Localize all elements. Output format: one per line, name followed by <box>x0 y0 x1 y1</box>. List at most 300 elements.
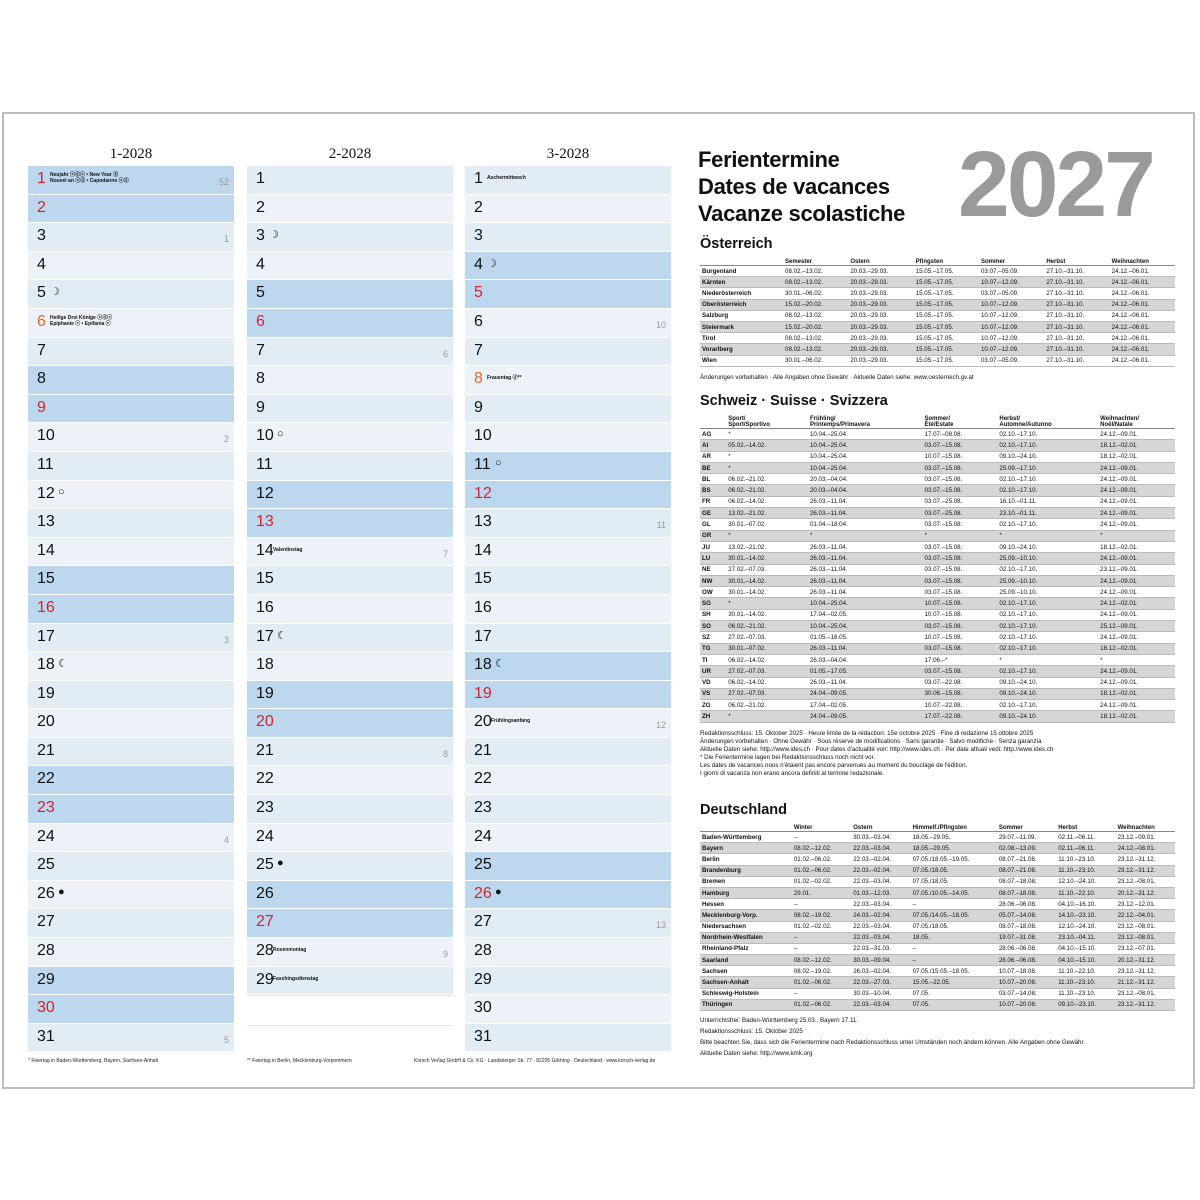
region-cell: NE <box>700 564 726 575</box>
calendar-day <box>28 566 234 595</box>
date-cell: 04.10.–15.10. <box>1056 955 1115 966</box>
date-cell: 02.10.–17.10. <box>997 643 1098 654</box>
date-cell: 30.01.–14.02. <box>726 553 808 564</box>
date-cell: 21.12.–31.12. <box>1116 977 1175 988</box>
calendar-day <box>28 166 234 195</box>
date-cell: 15.05.–17.05. <box>914 266 979 277</box>
day-number: 9 <box>474 398 483 416</box>
column-header: Weihnachten <box>1116 825 1175 832</box>
month-title: 3-2028 <box>546 146 590 162</box>
week-number: 8 <box>442 748 448 759</box>
date-cell: 19.07.–31.08. <box>997 932 1056 943</box>
date-cell: 22.03.–03.04. <box>851 932 910 943</box>
title-line-it: Vacanze scolastiche <box>698 201 906 226</box>
date-cell: 15.02.–20.02. <box>783 299 848 310</box>
date-cell: 24.12.–09.01. <box>1098 508 1175 519</box>
date-cell: 23.12.–07.01. <box>1116 943 1175 954</box>
date-cell: 24.12.–09.01. <box>1098 575 1175 586</box>
date-cell: 02.10.–17.10. <box>997 598 1098 609</box>
date-cell: 26.03.–11.04. <box>808 564 923 575</box>
day-number: 10 <box>37 427 55 445</box>
date-cell: 23.10.–04.11. <box>1056 932 1115 943</box>
day-number: 22 <box>256 770 274 788</box>
day-number: 26 <box>37 884 55 902</box>
date-cell: 10.04.–25.04. <box>808 462 923 473</box>
date-cell: 24.12.–09.01. <box>1098 519 1175 530</box>
day-number: 8 <box>256 370 265 388</box>
date-cell: 10.07.–12.09. <box>979 310 1044 321</box>
table-row <box>700 711 1175 722</box>
date-cell: 03.07.–25.08. <box>923 496 998 507</box>
date-cell: 06.02.–14.02. <box>726 654 808 665</box>
calendar-day <box>465 252 671 281</box>
date-cell: 04.10.–16.10. <box>1056 899 1115 910</box>
table-row <box>700 266 1175 277</box>
date-cell: 01.02.–06.02. <box>792 977 851 988</box>
date-cell: 27.10.–31.10. <box>1044 333 1109 344</box>
date-cell: * <box>726 451 808 462</box>
date-cell: 18.12.–02.01. <box>1098 711 1175 722</box>
calendar-day <box>247 909 453 938</box>
date-cell: 18.12.–02.01. <box>1098 541 1175 552</box>
date-cell: 27.10.–31.10. <box>1044 266 1109 277</box>
date-cell: 10.07.–15.08. <box>923 598 998 609</box>
date-cell: 18.12.–02.01. <box>1098 643 1175 654</box>
table-row <box>700 966 1175 977</box>
date-cell: 18.12.–02.01. <box>1098 688 1175 699</box>
calendar-day <box>465 1024 671 1053</box>
date-cell: 25.09.–10.10. <box>997 587 1098 598</box>
note-line: Aktuelle Daten siehe: http://www.ides.ch · Pour dates d'actualité voir: http://www.ides.ch · Per date attuali vedi: http://www.ides.ch <box>700 746 1054 753</box>
date-cell: 30.01.–14.02. <box>726 587 808 598</box>
date-cell: 07.05. <box>911 999 997 1010</box>
day-number: 22 <box>474 770 492 788</box>
moon-phase-icon: ☽ <box>50 286 60 299</box>
region-cell: Oberösterreich <box>700 299 783 310</box>
date-cell: 14.10.–23.10. <box>1056 910 1115 921</box>
calendar-day <box>247 452 453 481</box>
column-header: Pfingsten <box>914 259 979 266</box>
day-number: 24 <box>256 827 274 845</box>
table-row <box>700 553 1175 564</box>
region-cell: Tirol <box>700 333 783 344</box>
date-cell: * <box>997 654 1098 665</box>
date-cell: 07.05./18.05.–19.05. <box>911 854 997 865</box>
region-cell: TI <box>700 654 726 665</box>
date-cell: 24.12.–09.01. <box>1098 462 1175 473</box>
date-cell: 24.12.–09.01. <box>1098 632 1175 643</box>
region-cell: BS <box>700 485 726 496</box>
date-cell: 01.05.–16.05. <box>808 632 923 643</box>
date-cell: 08.07.–21.08. <box>997 854 1056 865</box>
calendar-day <box>247 824 453 853</box>
date-cell: 11.10.–23.10. <box>1056 854 1115 865</box>
calendar-day <box>247 595 453 624</box>
week-number: 9 <box>442 949 448 960</box>
calendar-day <box>247 795 453 824</box>
moon-phase-icon: ☽ <box>487 257 497 270</box>
calendar-day <box>28 395 234 424</box>
date-cell: 03.07.–25.08. <box>923 508 998 519</box>
region-cell: SG <box>700 598 726 609</box>
day-number: 29 <box>256 970 274 988</box>
date-cell: 03.07.–22.08. <box>923 677 998 688</box>
date-cell: 01.04.–18.04. <box>808 519 923 530</box>
day-number: 16 <box>474 598 492 616</box>
date-cell: 27.02.–07.03. <box>726 632 808 643</box>
week-number: 4 <box>223 834 229 845</box>
day-number: 16 <box>37 598 55 616</box>
column-header: Sport/ Sport/Sportivo <box>726 416 808 429</box>
date-cell: 04.10.–15.10. <box>1056 943 1115 954</box>
moon-phase-icon: ☾ <box>495 658 505 671</box>
date-cell: 08.02.–13.02. <box>783 344 848 355</box>
calendar-day <box>247 881 453 910</box>
date-cell: 15.05.–17.05. <box>914 321 979 332</box>
holiday-note: Heilige Drei Könige ⓢⓓⓒ Epiphanie ⓒ • Epifania ⓒ <box>50 314 113 327</box>
calendar-day <box>465 624 671 653</box>
date-cell: 24.12.–09.01. <box>1098 474 1175 485</box>
table-row <box>700 632 1175 643</box>
date-cell: 22.12.–04.01. <box>1116 910 1175 921</box>
calendar-day <box>465 423 671 452</box>
calendar-day <box>28 252 234 281</box>
date-cell: 24.12.–09.01. <box>1098 587 1175 598</box>
table-row <box>700 700 1175 711</box>
region-cell: BE <box>700 462 726 473</box>
region-cell: GL <box>700 519 726 530</box>
date-cell: 16.10.–01.11. <box>997 496 1098 507</box>
date-cell: 03.07.–15.08. <box>923 440 998 451</box>
moon-phase-icon: ● <box>58 885 65 898</box>
day-number: 22 <box>37 770 55 788</box>
day-number: 1 <box>37 170 46 187</box>
day-number: 29 <box>474 970 492 988</box>
calendar-day <box>247 995 453 1025</box>
region-cell: Bremen <box>700 876 792 887</box>
day-number: 4 <box>474 255 483 273</box>
calendar-day <box>28 509 234 538</box>
calendar-day <box>28 938 234 967</box>
note-line: Unterrichtsfrei: Baden-Württemberg 25.03., Bayern 17.11. <box>700 1017 859 1024</box>
holiday-title <box>698 146 905 227</box>
day-number: 12 <box>256 484 274 502</box>
calendar-day <box>465 366 671 395</box>
region-cell: Sachsen-Anhalt <box>700 977 792 988</box>
region-cell: Hessen <box>700 899 792 910</box>
date-cell: 30.03.–10.04. <box>851 988 910 999</box>
region-cell: SZ <box>700 632 726 643</box>
region-cell: Saarland <box>700 955 792 966</box>
day-number: 29 <box>37 970 55 988</box>
day-number: 4 <box>37 255 46 273</box>
calendar-day <box>465 738 671 767</box>
date-cell: 09.10.–24.10. <box>997 688 1098 699</box>
calendar-day <box>28 824 234 853</box>
day-number: 25 <box>474 856 492 874</box>
date-cell: 26.03.–11.04. <box>808 508 923 519</box>
date-cell: 10.07.–15.08. <box>923 632 998 643</box>
date-cell: 10.04.–25.04. <box>808 598 923 609</box>
table-row <box>700 575 1175 586</box>
date-cell: 07.05./14.05.–18.05. <box>911 910 997 921</box>
day-number: 26 <box>474 884 492 902</box>
day-number: 6 <box>37 312 46 330</box>
month-days <box>247 166 453 1054</box>
table-row <box>700 429 1175 440</box>
date-cell: 24.04.–09.05. <box>808 711 923 722</box>
date-cell: 01.02.–02.02. <box>792 876 851 887</box>
day-number: 15 <box>474 570 492 588</box>
day-number: 20 <box>37 713 55 731</box>
note-line: * Die Ferientermine lagen bei Redaktionsschluss noch nicht vor. <box>700 754 876 761</box>
date-cell: 03.07.–15.08. <box>923 474 998 485</box>
date-cell: 11.10.–22.10. <box>1056 887 1115 898</box>
date-cell: * <box>808 530 923 541</box>
day-number: 7 <box>256 341 265 359</box>
day-number: 12 <box>37 484 55 502</box>
column-header <box>700 416 726 429</box>
date-cell: 24.12.–06.01. <box>1110 266 1175 277</box>
calendar-day <box>465 852 671 881</box>
table-row <box>700 333 1175 344</box>
austria-holiday-table <box>700 259 1175 367</box>
date-cell: 07.05./18.05. <box>911 921 997 932</box>
date-cell: 15.05.–17.05. <box>914 299 979 310</box>
calendar-day <box>28 423 234 452</box>
table-row <box>700 843 1175 854</box>
calendar-day <box>28 909 234 938</box>
region-cell: TG <box>700 643 726 654</box>
date-cell: 01.02.–06.02. <box>792 865 851 876</box>
date-cell: 08.02.–13.02. <box>783 277 848 288</box>
date-cell: 15.05.–17.05. <box>914 355 979 366</box>
date-cell: 30.01.–06.02. <box>783 288 848 299</box>
date-cell: 03.07.–15.08. <box>923 519 998 530</box>
date-cell: 09.10.–24.10. <box>997 711 1098 722</box>
date-cell: 24.12.–09.01. <box>1098 553 1175 564</box>
date-cell: 30.01.–07.02. <box>726 519 808 530</box>
region-cell: Baden-Württemberg <box>700 832 792 843</box>
date-cell: 15.05.–22.05. <box>911 977 997 988</box>
day-number: 14 <box>256 541 274 559</box>
date-cell: 15.05.–17.05. <box>914 288 979 299</box>
table-row <box>700 688 1175 699</box>
note-line: Aktuelle Daten siehe: http://www.kmk.org <box>700 1050 813 1057</box>
week-number: 11 <box>656 520 666 531</box>
calendar-day <box>28 967 234 996</box>
calendar-day <box>28 881 234 910</box>
date-cell: * <box>923 530 998 541</box>
week-number: 3 <box>223 634 229 645</box>
date-cell: 02.11.–06.11. <box>1056 843 1115 854</box>
table-row <box>700 899 1175 910</box>
date-cell: 24.04.–09.05. <box>808 688 923 699</box>
date-cell: 10.07.–12.09. <box>979 299 1044 310</box>
calendar-day <box>247 624 453 653</box>
calendar-day <box>247 709 453 738</box>
date-cell: 24.12.–06.01. <box>1110 288 1175 299</box>
region-cell: Niederösterreich <box>700 288 783 299</box>
day-number: 21 <box>474 741 492 759</box>
region-cell: VD <box>700 677 726 688</box>
date-cell: 03.07.–05.09. <box>979 355 1044 366</box>
calendar-day <box>28 766 234 795</box>
holiday-note: Valentinstag <box>273 546 303 553</box>
date-cell: 05.02.–14.02. <box>726 440 808 451</box>
date-cell: 30.01.–07.02. <box>726 643 808 654</box>
month-title: 2-2028 <box>328 146 372 162</box>
calendar-day <box>465 995 671 1024</box>
region-cell: OW <box>700 587 726 598</box>
day-number: 6 <box>474 312 483 330</box>
region-cell: AG <box>700 429 726 440</box>
region-cell: UR <box>700 666 726 677</box>
table-row <box>700 943 1175 954</box>
day-number: 8 <box>474 370 483 388</box>
day-number: 23 <box>474 799 492 817</box>
date-cell: 25.09.–10.10. <box>997 553 1098 564</box>
calendar-day <box>247 195 453 224</box>
table-row <box>700 587 1175 598</box>
date-cell: 03.07.–15.08. <box>923 621 998 632</box>
calendar-day <box>247 1025 453 1055</box>
day-number: 7 <box>37 341 46 359</box>
date-cell: 13.02.–21.02. <box>726 508 808 519</box>
date-cell: – <box>911 899 997 910</box>
calendar-day <box>28 223 234 252</box>
date-cell: 27.02.–07.03. <box>726 666 808 677</box>
calendar-day <box>28 1024 234 1053</box>
date-cell: – <box>792 899 851 910</box>
date-cell: 10.04.–25.04. <box>808 440 923 451</box>
date-cell: 22.03.–27.03. <box>851 977 910 988</box>
calendar-day <box>247 738 453 767</box>
date-cell: 11.10.–22.10. <box>1056 966 1115 977</box>
day-number: 21 <box>37 741 55 759</box>
column-header: Weihnachten <box>1110 259 1175 266</box>
date-cell: 24.12.–09.01. <box>1098 429 1175 440</box>
day-number: 4 <box>256 255 265 273</box>
day-number: 10 <box>474 427 492 445</box>
date-cell: 26.03.–11.04. <box>808 677 923 688</box>
date-cell: 24.12.–09.01. <box>1098 700 1175 711</box>
date-cell: 07.05./18.05. <box>911 876 997 887</box>
calendar-day <box>247 223 453 252</box>
switzerland-holiday-table <box>700 416 1175 723</box>
moon-phase-icon: ○ <box>277 428 284 441</box>
date-cell: 20.03.–04.04. <box>808 474 923 485</box>
region-cell: Vorarlberg <box>700 344 783 355</box>
date-cell: 24.03.–02.04. <box>851 910 910 921</box>
date-cell: 10.07.–15.08. <box>923 609 998 620</box>
date-cell: 29.07.–11.09. <box>997 832 1056 843</box>
date-cell: 13.02.–21.02. <box>726 541 808 552</box>
date-cell: 10.07.–20.08. <box>997 977 1056 988</box>
day-number: 30 <box>37 999 55 1017</box>
calendar-day <box>28 681 234 710</box>
table-row <box>700 865 1175 876</box>
date-cell: 23.12.–31.12. <box>1116 854 1175 865</box>
date-cell: 20.03.–29.03. <box>848 299 913 310</box>
date-cell: 07.05./18.05. <box>911 865 997 876</box>
date-cell: 02.10.–17.10. <box>997 519 1098 530</box>
day-number: 19 <box>37 684 55 702</box>
calendar-day <box>465 166 671 195</box>
date-cell: 02.10.–17.10. <box>997 621 1098 632</box>
month-column-january <box>28 146 234 1052</box>
day-number: 17 <box>37 627 55 645</box>
day-number: 10 <box>256 427 274 445</box>
table-row <box>700 677 1175 688</box>
date-cell: 15.02.–20.02. <box>783 321 848 332</box>
calendar-day <box>247 338 453 367</box>
column-header: Sommer <box>997 825 1056 832</box>
date-cell: 18.05.–29.05. <box>911 843 997 854</box>
column-header: Himmelf./Pfingsten <box>911 825 997 832</box>
day-number: 11 <box>474 455 491 473</box>
date-cell: 23.12.–08.01. <box>1116 876 1175 887</box>
table-row <box>700 999 1175 1010</box>
date-cell: 26.03.–11.04. <box>808 575 923 586</box>
column-header: Herbst/ Automne/Autunno <box>997 416 1098 429</box>
date-cell: 27.02.–07.03. <box>726 688 808 699</box>
calendar-day <box>465 824 671 853</box>
date-cell: 28.06.–06.08. <box>997 955 1056 966</box>
calendar-day <box>247 766 453 795</box>
day-number: 15 <box>256 570 274 588</box>
date-cell: 03.07.–15.08. <box>923 553 998 564</box>
calendar-day <box>465 223 671 252</box>
day-number: 16 <box>256 598 274 616</box>
day-number: 31 <box>474 1027 492 1045</box>
date-cell: 03.07.–15.08. <box>923 575 998 586</box>
region-cell: BL <box>700 474 726 485</box>
note-line: Bitte beachten Sie, dass sich die Ferientermine nach Redaktionsschluss unter Umständen noch ändern können. Alle Angaben ohne Gewähr. <box>700 1039 1085 1046</box>
table-row <box>700 355 1175 366</box>
table-row <box>700 621 1175 632</box>
date-cell: 09.10.–24.10. <box>997 451 1098 462</box>
date-cell: 10.07.–12.09. <box>979 333 1044 344</box>
date-cell: – <box>792 932 851 943</box>
week-number: 10 <box>655 319 666 330</box>
date-cell: 27.02.–07.03. <box>726 564 808 575</box>
date-cell: 26.03.–04.04. <box>808 654 923 665</box>
date-cell: 02.10.–17.10. <box>997 474 1098 485</box>
day-number: 12 <box>474 484 492 502</box>
date-cell: 30.06.–15.08. <box>923 688 998 699</box>
year-display: 2027 <box>958 132 1153 236</box>
note-line: Les dates de vacances nous n'étaient pas encore parvenues au moment du bouclage de l'édition. <box>700 762 968 769</box>
table-row <box>700 485 1175 496</box>
date-cell: 12.10.–24.10. <box>1056 921 1115 932</box>
calendar-day <box>28 481 234 510</box>
day-number: 26 <box>256 884 274 902</box>
day-number: 19 <box>256 684 274 702</box>
date-cell: 11.10.–23.10. <box>1056 977 1115 988</box>
note-line: Redaktionsschluss: 15. Oktober 2025 · Heure limite de la rédaction: 15e octobre 2025 · Fine di redazione 15 ottobre 2025 <box>700 730 1034 737</box>
table-row <box>700 288 1175 299</box>
date-cell: 28.06.–06.08. <box>997 899 1056 910</box>
date-cell: – <box>911 955 997 966</box>
day-number: 28 <box>474 942 492 960</box>
date-cell: 08.07.–21.08. <box>997 865 1056 876</box>
date-cell: 03.07.–15.08. <box>923 666 998 677</box>
day-number: 5 <box>474 284 483 302</box>
date-cell: 03.07.–15.08. <box>923 587 998 598</box>
region-cell: Salzburg <box>700 310 783 321</box>
date-cell: 08.02.–19.02. <box>792 966 851 977</box>
